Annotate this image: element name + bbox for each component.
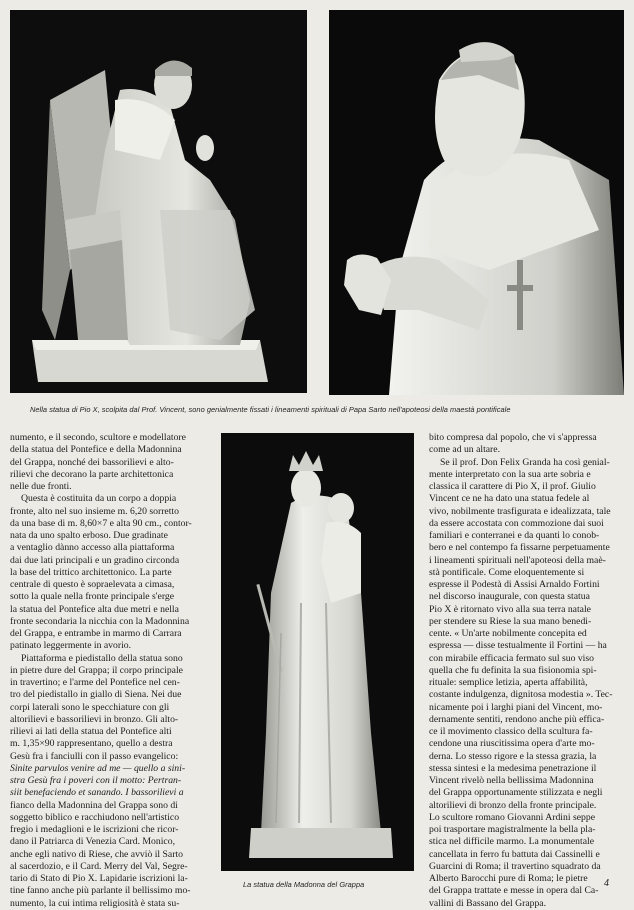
text-line: della statua del Pontefice e della Madonnina bbox=[10, 444, 182, 456]
text-line: la statua del Pontefice alta due metri e nella bbox=[10, 603, 179, 615]
text-line: centrale di questo è sopraelevata a cimasa, bbox=[10, 579, 175, 590]
text-line: con mirabile efficacia fermato sul suo viso bbox=[429, 652, 594, 664]
text-line: stica nel difficile marmo. La monumentale bbox=[429, 836, 594, 848]
text-line: del Grappa opportunamente stilizzata e negli bbox=[429, 787, 603, 799]
text-line: dernamente sentiti, rendono anche più effica- bbox=[429, 713, 605, 725]
text-line: in pietre dure del Grappa; il corpo principale bbox=[10, 664, 183, 676]
text-line: la base del trittico architettonico. La parte bbox=[10, 566, 172, 578]
text-line: nata da uno spalto erboso. Due gradinate bbox=[10, 530, 168, 541]
text-line: cancellata in ferro fu battuta dai Cassinelli e bbox=[429, 848, 600, 860]
text-line: per stendere su Riese la sua mano benedi- bbox=[429, 615, 592, 627]
text-line: a ventaglio dànno accesso alla piattaforma bbox=[10, 542, 175, 554]
madonna-statue-photo bbox=[221, 433, 414, 871]
text-line: Alberto Barocchi pure di Roma; le pietre bbox=[429, 873, 588, 884]
text-line: i lineamenti spirituali nell'apoteosi della maè- bbox=[429, 554, 606, 566]
text-line: classica il carattere di Pio X, il prof. Giulio bbox=[429, 481, 596, 492]
text-line: stessa sintesi e la medesima penetrazione il bbox=[429, 762, 597, 774]
text-line: mente interpretato con la sua arte sobria e bbox=[429, 468, 591, 480]
text-line: nel discorso inaugurale, con questa statua bbox=[429, 591, 590, 603]
seated-pope-statue-photo bbox=[10, 10, 307, 393]
text-line: ce il movimento classico della scultura fa- bbox=[429, 726, 593, 737]
text-line: poi trasportare magistralmente la bella pla- bbox=[429, 824, 596, 835]
text-column-left bbox=[10, 432, 210, 910]
text-line: fronte secondaria la nicchia con la Madonnina bbox=[10, 615, 190, 627]
text-line: anche egli nativo di Riese, che avviò il Sarto bbox=[10, 848, 183, 860]
page-corner-mark: 4 bbox=[604, 878, 609, 889]
text-line: tario di Stato di Pio X. Lapidarie iscrizioni la- bbox=[10, 873, 188, 884]
text-line: m. 1,35×90 rappresentano, quello a destra bbox=[10, 738, 173, 750]
text-line: del Grappa, nonché dei bassorilievi e alto- bbox=[10, 456, 174, 468]
text-line: nelle due fronti. bbox=[10, 481, 72, 492]
text-line: Guarcini di Roma; il travertino squadrato da bbox=[429, 860, 601, 872]
text-line: numento, la cui intima religiosità è stata su- bbox=[10, 897, 180, 909]
text-line: fianco della Madonnina del Grappa sono di bbox=[10, 799, 178, 811]
text-line: bito compresa dal popolo, che vi s'appressa bbox=[429, 432, 597, 443]
text-line: cente. « Un'arte nobilmente concepita ed bbox=[429, 628, 587, 639]
text-line: Lo scultore romano Giovanni Ardini seppe bbox=[429, 811, 595, 823]
text-line: Vincent ce ne ha dato una statua fedele al bbox=[429, 493, 590, 505]
photo-caption-center: La statua della Madonna del Grappa bbox=[243, 880, 365, 889]
text-line: fregio i medaglioni e le iscrizioni che ricor- bbox=[10, 824, 179, 835]
text-line: familiari e conterranei e da quanti lo conob- bbox=[429, 530, 600, 541]
text-line: espresse il Podestà di Assisi Arnaldo Fortini bbox=[429, 579, 600, 590]
text-line: stà pontificale. Come eloquentemente si bbox=[429, 566, 585, 578]
text-line: dano il Patriarca di Venezia Card. Monico, bbox=[10, 836, 175, 848]
text-line: cendone una riuscitissima opera d'arte mo- bbox=[429, 738, 595, 750]
text-line: Vincent rivelò nella bellissima Madonnina bbox=[429, 775, 594, 786]
madonna-statue-image bbox=[221, 433, 414, 871]
text-line: espressa — disse testualmente il Fortini — ha bbox=[429, 640, 607, 652]
text-line: costante indulgenza, dignitosa modestia ». Tec- bbox=[429, 689, 613, 701]
seated-pope-statue-image bbox=[10, 10, 307, 393]
text-line: al sacerdozio, e il Card. Merry del Val, Segre- bbox=[10, 860, 188, 872]
text-line: Sinite parvulos venire ad me — quello a sini- bbox=[10, 762, 186, 774]
text-line: numento, e il secondo, scultore e modellatore bbox=[10, 432, 186, 443]
text-line: del Grappa, e entrambe in marmo di Carrara bbox=[10, 628, 182, 639]
text-line: vallini di Bassano del Grappa. bbox=[429, 897, 547, 909]
text-line: da una base di m. 8,60×7 e alta 90 cm., contor- bbox=[10, 517, 192, 529]
text-line: Se il prof. Don Felix Granda ha così genial- bbox=[440, 456, 610, 468]
text-line: altorilievi e bassorilievi in bronzo. Gli alto- bbox=[10, 713, 179, 725]
text-line: sotto la quale nella fronte principale s'erge bbox=[10, 591, 175, 603]
text-line: altorilievi di bronzo della fronte principale. bbox=[429, 799, 597, 811]
text-line: Pio X è ritornato vivo alla sua terra natale bbox=[429, 603, 591, 615]
text-line: bero e nel contempo fa fissarne perpetuamente bbox=[429, 542, 610, 554]
pope-statue-detail-photo bbox=[329, 10, 624, 395]
text-line: soggetto biblico e racchiudono nell'artistico bbox=[10, 811, 180, 823]
text-line: del Grappa trattate e messe in opera dal Ca- bbox=[429, 885, 599, 897]
photo-caption-top: Nella statua di Pio X, scolpita dal Prof. Vincent, sono genialmente fissati i lineamenti spirituali di Papa Sarto nell'apoteosi della maestà pontificale bbox=[30, 405, 511, 414]
text-line: Questa è costituita da un corpo a doppia bbox=[21, 493, 177, 505]
text-line: corpi laterali sono le specchiature con gli bbox=[10, 701, 170, 713]
text-line: fronte, alto nel suo insieme m. 6,20 sorretto bbox=[10, 505, 179, 517]
text-line: Gesù fra i fanciulli con il passo evangelico: bbox=[10, 750, 179, 762]
text-line: dai due lati principali e un gradino circonda bbox=[10, 554, 180, 566]
text-line: rituale: semplice letizia, aperta affabilità, bbox=[429, 677, 588, 688]
text-column-right bbox=[429, 432, 625, 910]
text-line: vivo, nobilmente trasfigurata e idealizzata, tale bbox=[429, 505, 611, 517]
text-line: derna. Lo stesso rigore e la stessa grazia, la bbox=[429, 750, 597, 762]
text-line: quella che fu definita la sua fisionomia spi- bbox=[429, 664, 597, 676]
text-line: nicamente poi i larghi piani del Vincent, mo- bbox=[429, 701, 603, 713]
text-line: Piattaforma e piedistallo della statua sono bbox=[21, 652, 183, 664]
text-line: da essere accostata con commozione dai suoi bbox=[429, 517, 604, 529]
text-line: siit benefaciendo et sanando. I bassorilievi a bbox=[10, 787, 184, 799]
text-line: rilievi che decorano la parte architettonica bbox=[10, 468, 174, 480]
text-line: tro del piedistallo in giallo di Siena. Nei due bbox=[10, 689, 182, 701]
text-line: rilievi ai lati della statua del Pontefice alti bbox=[10, 726, 172, 737]
pope-statue-detail-image bbox=[329, 10, 624, 395]
text-line: tine fanno anche più parlante il bellissimo mo- bbox=[10, 885, 191, 897]
text-line: patinato leggermente in avorio. bbox=[10, 640, 132, 652]
text-line: come ad un altare. bbox=[429, 444, 501, 456]
text-line: in travertino; e l'arme del Pontefice nel cen- bbox=[10, 677, 180, 688]
text-line: stra Gesù fra i poveri con il motto: Pertran- bbox=[10, 775, 182, 786]
